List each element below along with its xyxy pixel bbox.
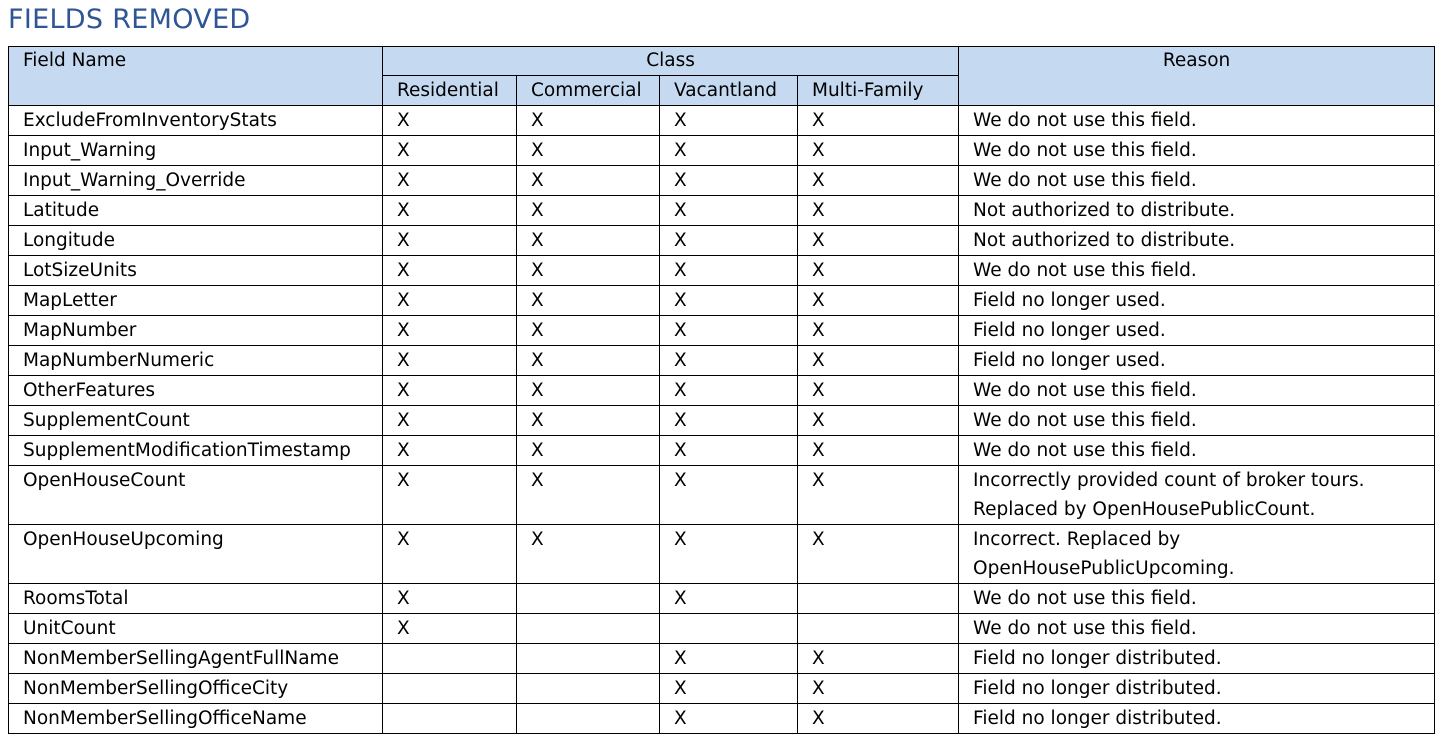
commercial-cell: X [517,196,660,226]
multi-family-cell: X [798,226,959,256]
header-row [9,47,1435,76]
field-name-cell: Longitude [9,226,383,256]
page-title: FIELDS REMOVED [8,4,251,35]
header-vacantland: Vacantland [660,76,798,106]
multi-family-cell: X [798,644,959,674]
header-commercial: Commercial [517,76,660,106]
reason-cell: Incorrectly provided count of broker tours. Replaced by OpenHousePublicCount. [959,466,1435,525]
commercial-cell: X [517,406,660,436]
commercial-cell: X [517,136,660,166]
vacantland-cell: X [660,226,798,256]
table-row [9,136,1435,166]
field-name-cell: ExcludeFromInventoryStats [9,106,383,136]
field-name-cell: UnitCount [9,614,383,644]
residential-cell: X [383,614,517,644]
commercial-cell [517,584,660,614]
reason-cell: We do not use this field. [959,376,1435,406]
field-name-cell: MapNumberNumeric [9,346,383,376]
table-row [9,286,1435,316]
field-name-cell: OtherFeatures [9,376,383,406]
reason-cell: Field no longer distributed. [959,704,1435,734]
field-name-cell: MapLetter [9,286,383,316]
field-name-cell: SupplementCount [9,406,383,436]
reason-cell: We do not use this field. [959,406,1435,436]
vacantland-cell: X [660,286,798,316]
commercial-cell: X [517,316,660,346]
table-row [9,166,1435,196]
commercial-cell: X [517,376,660,406]
field-name-cell: MapNumber [9,316,383,346]
header-reason: Reason [959,47,1435,106]
multi-family-cell: X [798,106,959,136]
multi-family-cell: X [798,406,959,436]
multi-family-cell: X [798,256,959,286]
reason-cell: Field no longer used. [959,286,1435,316]
field-name-cell: OpenHouseUpcoming [9,525,383,584]
table-row [9,584,1435,614]
vacantland-cell: X [660,376,798,406]
commercial-cell: X [517,346,660,376]
residential-cell: X [383,346,517,376]
table-row [9,614,1435,644]
residential-cell: X [383,226,517,256]
vacantland-cell: X [660,316,798,346]
multi-family-cell: X [798,466,959,525]
multi-family-cell [798,584,959,614]
field-name-cell: OpenHouseCount [9,466,383,525]
vacantland-cell: X [660,346,798,376]
commercial-cell: X [517,466,660,525]
residential-cell: X [383,136,517,166]
vacantland-cell: X [660,436,798,466]
reason-cell: Field no longer distributed. [959,644,1435,674]
field-name-cell: NonMemberSellingAgentFullName [9,644,383,674]
multi-family-cell: X [798,525,959,584]
residential-cell: X [383,406,517,436]
table-row [9,525,1435,584]
multi-family-cell: X [798,196,959,226]
table-row [9,256,1435,286]
table-row [9,674,1435,704]
commercial-cell [517,704,660,734]
vacantland-cell: X [660,644,798,674]
residential-cell: X [383,466,517,525]
residential-cell: X [383,584,517,614]
reason-cell: We do not use this field. [959,584,1435,614]
residential-cell: X [383,436,517,466]
multi-family-cell [798,614,959,644]
multi-family-cell: X [798,136,959,166]
commercial-cell: X [517,525,660,584]
table-row [9,196,1435,226]
reason-cell: Incorrect. Replaced by OpenHousePublicUpcoming. [959,525,1435,584]
field-name-cell: NonMemberSellingOfficeName [9,704,383,734]
commercial-cell: X [517,166,660,196]
field-name-cell: Input_Warning_Override [9,166,383,196]
vacantland-cell [660,614,798,644]
multi-family-cell: X [798,346,959,376]
header-residential: Residential [383,76,517,106]
multi-family-cell: X [798,376,959,406]
commercial-cell: X [517,256,660,286]
reason-cell: Field no longer used. [959,316,1435,346]
table-row [9,376,1435,406]
commercial-cell: X [517,226,660,256]
header-class: Class [383,47,959,76]
multi-family-cell: X [798,286,959,316]
table-row [9,466,1435,525]
reason-cell: Field no longer used. [959,346,1435,376]
commercial-cell [517,644,660,674]
table-row [9,346,1435,376]
table-row [9,704,1435,734]
reason-cell: Not authorized to distribute. [959,196,1435,226]
vacantland-cell: X [660,106,798,136]
field-name-cell: Input_Warning [9,136,383,166]
reason-cell: We do not use this field. [959,256,1435,286]
residential-cell: X [383,256,517,286]
vacantland-cell: X [660,704,798,734]
vacantland-cell: X [660,525,798,584]
vacantland-cell: X [660,584,798,614]
table-row [9,316,1435,346]
residential-cell: X [383,525,517,584]
table-row [9,106,1435,136]
reason-cell: We do not use this field. [959,166,1435,196]
residential-cell: X [383,196,517,226]
field-name-cell: LotSizeUnits [9,256,383,286]
vacantland-cell: X [660,406,798,436]
reason-cell: We do not use this field. [959,436,1435,466]
multi-family-cell: X [798,436,959,466]
vacantland-cell: X [660,196,798,226]
residential-cell: X [383,376,517,406]
commercial-cell [517,674,660,704]
field-name-cell: NonMemberSellingOfficeCity [9,674,383,704]
reason-cell: Field no longer distributed. [959,674,1435,704]
residential-cell: X [383,166,517,196]
table-row [9,406,1435,436]
header-multi-family: Multi-Family [798,76,959,106]
reason-cell: We do not use this field. [959,614,1435,644]
commercial-cell [517,614,660,644]
reason-cell: We do not use this field. [959,136,1435,166]
residential-cell: X [383,316,517,346]
field-name-cell: SupplementModificationTimestamp [9,436,383,466]
table-row [9,644,1435,674]
header-field-name: Field Name [9,47,383,106]
commercial-cell: X [517,436,660,466]
residential-cell [383,644,517,674]
multi-family-cell: X [798,166,959,196]
residential-cell [383,674,517,704]
vacantland-cell: X [660,256,798,286]
residential-cell [383,704,517,734]
table-row [9,436,1435,466]
vacantland-cell: X [660,136,798,166]
vacantland-cell: X [660,166,798,196]
commercial-cell: X [517,286,660,316]
reason-cell: We do not use this field. [959,106,1435,136]
residential-cell: X [383,286,517,316]
field-name-cell: Latitude [9,196,383,226]
field-name-cell: RoomsTotal [9,584,383,614]
commercial-cell: X [517,106,660,136]
reason-cell: Not authorized to distribute. [959,226,1435,256]
vacantland-cell: X [660,466,798,525]
multi-family-cell: X [798,674,959,704]
table-row [9,226,1435,256]
fields-removed-table [8,46,1435,734]
vacantland-cell: X [660,674,798,704]
multi-family-cell: X [798,316,959,346]
multi-family-cell: X [798,704,959,734]
table-body [9,106,1435,734]
residential-cell: X [383,106,517,136]
